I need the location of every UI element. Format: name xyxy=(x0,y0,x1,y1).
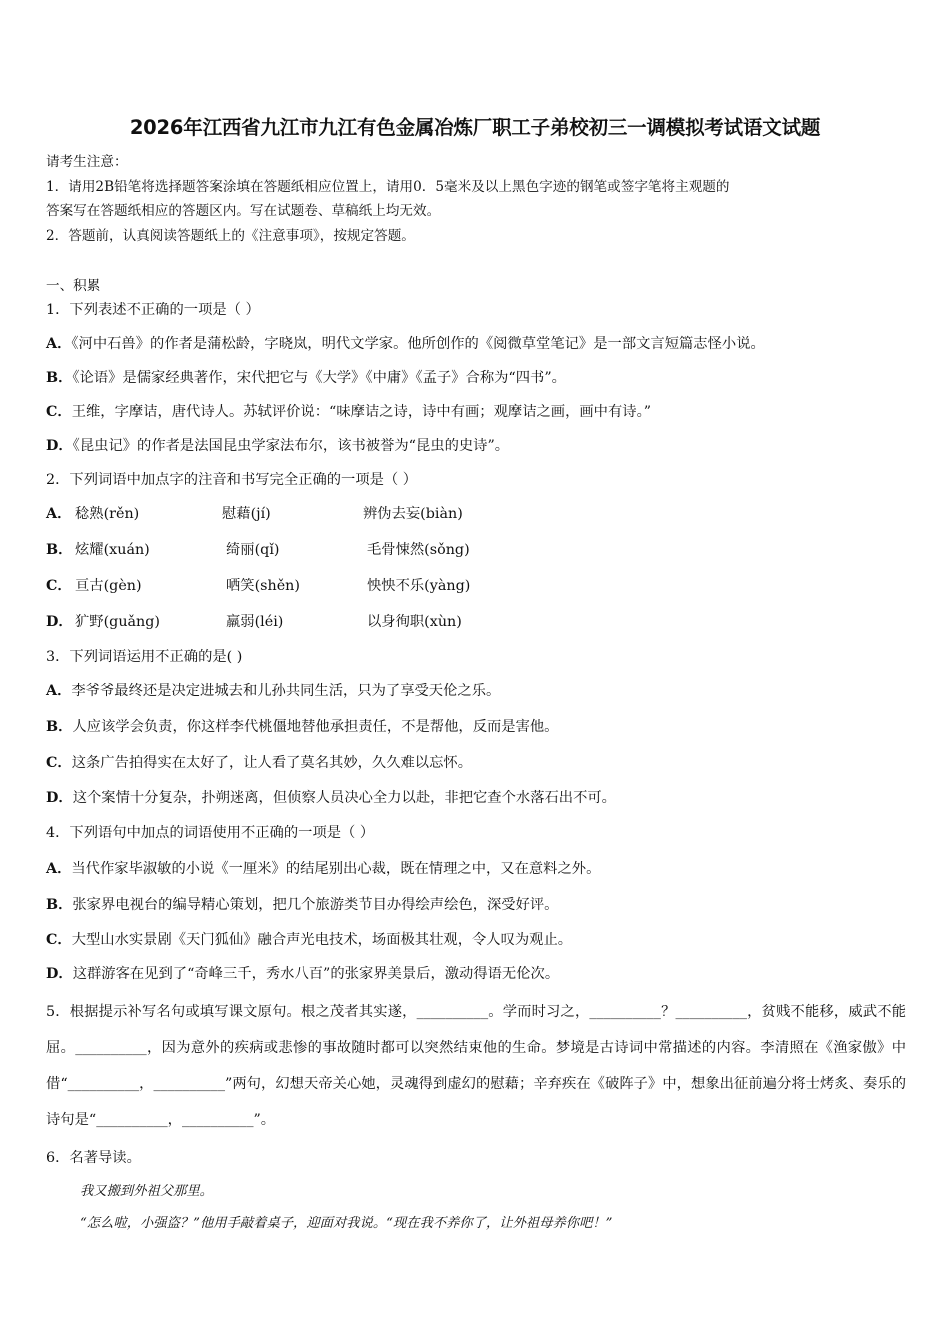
question-2-option-a-word-3: 辨伪去妄(biàn) xyxy=(363,506,463,522)
question-1-option-d: D．《昆虫记》的作者是法国昆虫学家法布尔，该书被誉为“昆虫的史诗”。 xyxy=(46,438,510,454)
question-2-stem: 2．下列词语中加点字的注音和书写完全正确的一项是（ ） xyxy=(46,472,418,488)
question-2-option-b-word-2: 绮丽(qǐ) xyxy=(226,542,280,558)
question-2-option-b-word-1: 炫耀(xuán) xyxy=(75,542,150,558)
question-3-option-c: C．这条广告拍得实在太好了，让人看了莫名其妙，久久难以忘怀。 xyxy=(46,755,472,771)
question-2-option-a-word-2: 慰藉(jí) xyxy=(222,506,271,522)
question-4-option-b: B．张家界电视台的编导精心策划，把几个旅游类节目办得绘声绘色，深受好评。 xyxy=(46,897,559,913)
notice-line-3: 2．答题前，认真阅读答题纸上的《注意事项》，按规定答题。 xyxy=(46,228,415,244)
question-2-option-d-word-1: 犷野(guǎng) xyxy=(75,614,160,630)
question-1-option-b: B．《论语》是儒家经典著作，宋代把它与《大学》《中庸》《孟子》合称为“四书”。 xyxy=(46,370,566,386)
question-2-option-b-word-3: 毛骨悚然(sǒng) xyxy=(367,542,470,558)
excerpt-line-2: “怎么啦，小强盗？”他用手敲着桌子，迎面对我说。“现在我不养你了，让外祖母养你吧！” xyxy=(80,1216,613,1231)
question-3-option-a: A．李爷爷最终还是决定进城去和儿孙共同生活，只为了享受天伦之乐。 xyxy=(46,683,501,699)
notice-line-2: 答案写在答题纸相应的答题区内。写在试题卷、草稿纸上均无效。 xyxy=(46,203,441,219)
notice-line-1: 1．请用2B铅笔将选择题答案涂填在答题纸相应位置上，请用0．5毫米及以上黑色字迹的钢笔或签字笔将主观题的 xyxy=(46,179,730,195)
notice-heading: 请考生注意： xyxy=(46,154,128,170)
question-4-stem: 4．下列语句中加点的词语使用不正确的一项是（ ） xyxy=(46,825,375,841)
question-2-option-d-word-3: 以身徇职(xùn) xyxy=(367,614,462,630)
question-2-option-c-word-1: 亘古(gèn) xyxy=(75,578,142,594)
question-2-option-d-label: D． xyxy=(46,614,73,630)
question-2-option-c-label: C． xyxy=(46,578,72,594)
excerpt-line-1: 我又搬到外祖父那里。 xyxy=(80,1184,213,1199)
question-4-option-a: A．当代作家毕淑敏的小说《一厘米》的结尾别出心裁，既在情理之中，又在意料之外。 xyxy=(46,861,601,877)
question-3-stem: 3．下列词语运用不正确的是( ) xyxy=(46,649,243,665)
question-2-option-d-word-2: 羸弱(léi) xyxy=(226,614,284,630)
question-4-option-d: D．这群游客在见到了“奇峰三千，秀水八百”的张家界美景后，激动得语无伦次。 xyxy=(46,966,560,982)
question-3-option-b: B．人应该学会负责，你这样李代桃僵地替他承担责任，不是帮他，反而是害他。 xyxy=(46,719,559,735)
section-heading: 一、积累 xyxy=(46,278,101,294)
question-3-option-d: D．这个案情十分复杂，扑朔迷离，但侦察人员决心全力以赴，非把它查个水落石出不可。 xyxy=(46,790,616,806)
question-2-option-b-label: B． xyxy=(46,542,73,558)
question-2-option-c-word-3: 怏怏不乐(yàng) xyxy=(367,578,471,594)
question-4-option-c: C．大型山水实景剧《天门狐仙》融合声光电技术，场面极其壮观，令人叹为观止。 xyxy=(46,932,573,948)
question-6-stem: 6．名著导读。 xyxy=(46,1150,141,1166)
question-2-option-c-word-2: 哂笑(shěn) xyxy=(226,578,300,594)
question-5-text: 5．根据提示补写名句或填写课文原句。根之茂者其实遂，__________。学而时习之，__________？__________，贫贱不能移，威武不能屈。__________，因为意外的疾病或悲惨的事故随时都可以突然结束他的生命。梦境是古诗词中常描述的内容。李清照在《渔家傲》中借“__________，__________”两句，幻想天帝关心她，灵魂得到虚幻的慰藉；辛弃疾在《破阵子》中，想象出征前遍分将士烤炙、奏乐的诗句是“__________，__________”。 xyxy=(46,1004,906,1128)
question-1-option-c: C．王维，字摩诘，唐代诗人。苏轼评价说：“味摩诘之诗，诗中有画；观摩诘之画，画中有诗。” xyxy=(46,404,652,420)
question-2-option-a-label: A． xyxy=(46,506,72,522)
question-1-option-a: A．《河中石兽》的作者是蒲松龄，字晓岚，明代文学家。他所创作的《阅微草堂笔记》是一部文言短篇志怪小说。 xyxy=(46,336,765,352)
page-title: 2026年江西省九江市九江有色金属冶炼厂职工子弟校初三一调模拟考试语文试题 xyxy=(129,116,821,139)
question-1-stem: 1．下列表述不正确的一项是（ ） xyxy=(46,302,260,318)
question-2-option-a-word-1: 稔熟(rěn) xyxy=(75,506,140,522)
